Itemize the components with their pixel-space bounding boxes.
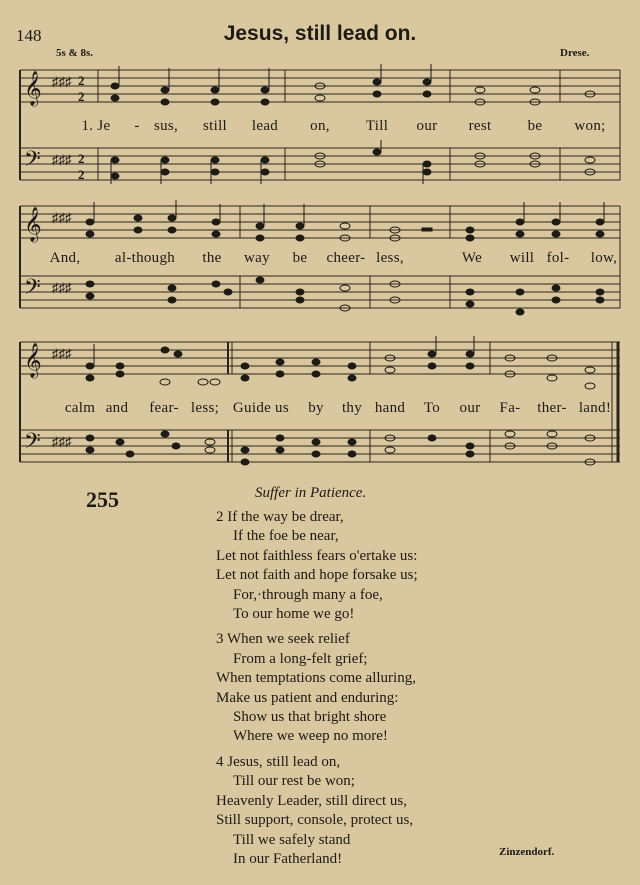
stanza-4-line-4: Still support, console, protect us,	[216, 812, 414, 829]
svg-text:𝄞: 𝄞	[24, 71, 42, 106]
lyric-syllable: fear-	[149, 400, 179, 416]
stanza-4-line-5: Till we safely stand	[233, 831, 351, 848]
svg-text:𝄢: 𝄢	[24, 275, 41, 305]
lyric-syllable: the	[202, 250, 222, 266]
lyric-syllable: cheer-	[326, 250, 366, 266]
music-system-2	[0, 196, 640, 326]
lyric-syllable: our	[416, 118, 438, 134]
svg-text:2: 2	[78, 89, 85, 104]
lyric-syllable: fol-	[546, 250, 570, 266]
stanzas	[216, 508, 418, 869]
lyric-syllable: hand	[374, 400, 406, 416]
lyric-syllable: less;	[190, 400, 220, 416]
svg-text:♯♯♯: ♯♯♯	[52, 280, 72, 295]
lyric-syllable: We	[461, 250, 483, 266]
svg-text:♯♯♯: ♯♯♯	[52, 152, 72, 167]
lyric-syllable: 1. Je	[81, 118, 111, 134]
lyric-syllable: low,	[590, 250, 618, 266]
lyric-syllable: land!	[578, 400, 612, 416]
lyric-syllable: way	[244, 250, 270, 266]
lyric-syllable: on,	[310, 118, 330, 134]
stanza-number: 4	[216, 753, 224, 770]
stanza-4-line-1	[216, 753, 418, 772]
svg-text:𝄢: 𝄢	[24, 429, 41, 459]
lyric-syllable: us	[275, 400, 289, 416]
page-number: 148	[16, 26, 42, 45]
stanza-text: When we seek relief	[226, 631, 350, 648]
lyric-syllable: Fa-	[499, 400, 521, 416]
stanza-number: 3	[216, 631, 224, 648]
svg-text:♯♯♯: ♯♯♯	[52, 74, 72, 89]
svg-text:𝄞: 𝄞	[24, 207, 42, 242]
lyric-syllable: ther-	[537, 400, 567, 416]
lyric-syllable: and	[105, 400, 129, 416]
stanza-4-line-2: Till our rest be won;	[233, 773, 355, 790]
stanza-text: If the way be drear,	[227, 509, 344, 525]
stanza-4-line-3: Heavenly Leader, still direct us,	[216, 792, 407, 809]
lyric-syllable: Till	[365, 118, 389, 134]
stanza-3-line-6: Where we weep no more!	[233, 728, 388, 745]
stanza-2-line-4: Let not faith and hope forsake us;	[216, 567, 418, 584]
stanza-2-line-5: For,·through many a foe,	[233, 586, 383, 603]
stanza-3-line-5: Show us that bright shore	[233, 709, 387, 726]
stanza-3-line-1	[216, 630, 418, 649]
svg-text:𝄢: 𝄢	[24, 147, 41, 177]
lyric-syllable: rest	[468, 118, 492, 134]
lyric-syllable: Guide	[232, 400, 272, 416]
stanza-3-line-4: Make us patient and enduring:	[216, 689, 399, 706]
svg-text:2: 2	[78, 151, 85, 166]
lyric-syllable: lead	[251, 118, 279, 134]
lyric-syllable: be	[527, 118, 543, 134]
lyric-syllable: -	[134, 118, 140, 134]
stanza-2-line-2: If the foe be near,	[233, 528, 339, 545]
svg-text:2: 2	[78, 73, 85, 88]
lyric-syllable: calm	[64, 400, 96, 416]
lyric-syllable: by	[308, 400, 324, 416]
lyric-syllable: less,	[376, 250, 404, 266]
stanza-3-line-3: When temptations come alluring,	[216, 670, 416, 687]
author: Zinzendorf.	[499, 846, 555, 858]
meter: 5s & 8s.	[56, 47, 93, 59]
lyric-syllable: our	[459, 400, 481, 416]
stanza-text: Jesus, still lead on,	[227, 753, 341, 770]
svg-text:2: 2	[78, 167, 85, 182]
stanza-number: 2	[216, 509, 224, 525]
stanza-2-line-1	[216, 508, 418, 527]
svg-text:♯♯♯: ♯♯♯	[52, 210, 72, 225]
lyric-syllable: And,	[49, 250, 81, 266]
lyric-syllable: won;	[574, 118, 606, 134]
lyric-syllable: be	[292, 250, 308, 266]
verse-title: Suffer in Patience.	[255, 485, 367, 501]
svg-text:♯♯♯: ♯♯♯	[52, 434, 72, 449]
svg-text:♯♯♯: ♯♯♯	[52, 346, 72, 361]
hymn-number: 255	[86, 487, 119, 512]
lyric-syllable: sus,	[153, 118, 179, 134]
stanza-2-line-6: To our home we go!	[233, 606, 355, 623]
lyric-syllable: will	[509, 250, 535, 266]
stanza-4-line-6: In our Fatherland!	[233, 850, 343, 867]
lyric-syllable: still	[202, 118, 228, 134]
lyric-syllable: thy	[341, 400, 363, 416]
svg-text:𝄞: 𝄞	[24, 343, 42, 378]
composer: Drese.	[560, 47, 590, 59]
stanza-3-line-2: From a long-felt grief;	[233, 650, 368, 667]
lyric-syllable: al-though	[114, 250, 176, 266]
stanza-2-line-3: Let not faithless fears o'ertake us:	[216, 547, 418, 564]
hymn-title: Jesus, still lead on.	[223, 22, 417, 45]
lyric-syllable: To	[423, 400, 441, 416]
